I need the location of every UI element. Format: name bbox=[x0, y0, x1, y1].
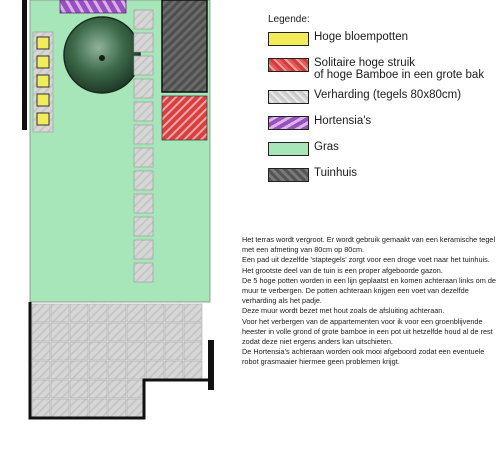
description-paragraph: Het grootste deel van de tuin is een proper afgeboorde gazon. bbox=[242, 265, 443, 275]
terrace-tile bbox=[32, 399, 50, 417]
garden-shed bbox=[162, 0, 207, 92]
terrace-tile bbox=[70, 361, 88, 379]
terrace-tile bbox=[70, 323, 88, 341]
stepping-stone bbox=[134, 171, 153, 190]
legend-item-shed bbox=[268, 167, 498, 193]
description-paragraph: Deze muur wordt bezet met hout zoals de afsluiting achteraan. bbox=[242, 306, 445, 316]
terrace-tile bbox=[32, 361, 50, 379]
description-paragraph: Het terras wordt vergroot. Er wordt gebruik gemaakt van een keramische tegel met een afmeting van 80cm op 80cm. bbox=[242, 235, 496, 255]
stepping-stone bbox=[134, 79, 153, 98]
terrace-tile bbox=[108, 380, 126, 398]
tree-trunk-dot bbox=[99, 55, 105, 61]
legend-swatch-pot bbox=[268, 32, 309, 46]
stepping-stone bbox=[134, 263, 153, 282]
terrace-tile bbox=[127, 380, 145, 398]
terrace-tile bbox=[70, 380, 88, 398]
terrace-tile bbox=[108, 342, 126, 360]
terrace-tile bbox=[146, 361, 164, 379]
terrace-tile bbox=[108, 323, 126, 341]
flower-pot bbox=[37, 56, 49, 68]
terrace-tile bbox=[32, 380, 50, 398]
terrace-tile bbox=[70, 399, 88, 417]
legend-label: Tuinhuis bbox=[314, 167, 358, 179]
description-text bbox=[242, 235, 500, 368]
terrace-tile bbox=[51, 342, 69, 360]
legend-label: Hortensia's bbox=[314, 115, 372, 127]
terrace-tile bbox=[51, 399, 69, 417]
terrace-tile bbox=[108, 399, 126, 417]
legend bbox=[268, 14, 498, 193]
flower-pot bbox=[37, 75, 49, 87]
garden-plan bbox=[0, 0, 222, 455]
left-wall bbox=[22, 0, 27, 130]
flower-pot bbox=[37, 94, 49, 106]
flower-pots bbox=[33, 32, 53, 132]
terrace-tile bbox=[89, 342, 107, 360]
legend-label: Verharding (tegels 80x80cm) bbox=[314, 89, 462, 101]
terrace-tile bbox=[184, 361, 202, 379]
shrub-planter bbox=[162, 96, 207, 140]
legend-item-pot bbox=[268, 31, 498, 57]
terrace-tile bbox=[146, 342, 164, 360]
terrace-tile bbox=[32, 304, 50, 322]
legend-swatch-hortensia bbox=[268, 116, 309, 130]
legend-item-hortensia bbox=[268, 115, 498, 141]
terrace-tile bbox=[127, 361, 145, 379]
legend-item-grass bbox=[268, 141, 498, 167]
stepping-stone bbox=[134, 148, 153, 167]
terrace-tile bbox=[51, 361, 69, 379]
stepping-stone bbox=[134, 240, 153, 259]
right-wall bbox=[208, 340, 214, 390]
description-paragraph: Voor het verbergen van de appartementen voor ik voor een groenblijvende heester in volle grond of grote bamboe in een pot uit hetzelfde houd al de rest zodat deze niet ergens anders kan uitschieten. bbox=[242, 316, 493, 347]
legend-swatch-shed bbox=[268, 168, 309, 182]
terrace-tile bbox=[165, 304, 183, 322]
terrace-tile bbox=[32, 342, 50, 360]
stepping-stone bbox=[134, 102, 153, 121]
description-paragraph: De 5 hoge potten worden in een lijn geplaatst en komen achteraan links om de muur te verbergen. De potten achteraan krijgen een voet van dezelfde verharding als het padje. bbox=[242, 275, 496, 306]
legend-swatch-shrub bbox=[268, 58, 309, 72]
terrace-tile bbox=[165, 323, 183, 341]
flower-pot bbox=[37, 37, 49, 49]
terrace-tile bbox=[184, 342, 202, 360]
terrace-tile bbox=[165, 342, 183, 360]
terrace-tile bbox=[89, 323, 107, 341]
terrace-tile bbox=[89, 380, 107, 398]
terrace-tile bbox=[51, 380, 69, 398]
hortensia-bed bbox=[60, 0, 126, 13]
legend-swatch-paving bbox=[268, 90, 309, 104]
stepping-stone bbox=[134, 56, 153, 75]
terrace-tile bbox=[89, 304, 107, 322]
terrace-tile bbox=[51, 304, 69, 322]
stepping-stone bbox=[134, 10, 153, 29]
terrace-tile bbox=[108, 304, 126, 322]
terrace-tile bbox=[146, 304, 164, 322]
terrace-tile bbox=[184, 304, 202, 322]
legend-item-shrub bbox=[268, 57, 498, 89]
terrace-tile bbox=[89, 399, 107, 417]
terrace-tile bbox=[127, 323, 145, 341]
legend-label: Solitaire hoge struik of hoge Bamboe in een grote bak bbox=[314, 57, 485, 81]
legend-swatch-grass bbox=[268, 142, 309, 156]
flower-pot bbox=[37, 113, 49, 125]
terrace-tile bbox=[127, 342, 145, 360]
terrace-tile bbox=[146, 323, 164, 341]
terrace-tile bbox=[184, 323, 202, 341]
description-paragraph: Een pad uit dezelfde 'staptegels' zorgt voor een droge voet naar het tuinhuis. bbox=[242, 255, 490, 265]
terrace bbox=[30, 302, 210, 418]
terrace-tile bbox=[32, 323, 50, 341]
terrace-tile bbox=[127, 399, 145, 417]
legend-label: Hoge bloempotten bbox=[314, 31, 408, 43]
terrace-tile bbox=[70, 342, 88, 360]
terrace-tile bbox=[89, 361, 107, 379]
terrace-tile bbox=[108, 361, 126, 379]
legend-label: Gras bbox=[314, 141, 339, 153]
legend-item-paving bbox=[268, 89, 498, 115]
terrace-tile bbox=[165, 361, 183, 379]
terrace-tile bbox=[51, 323, 69, 341]
description-paragraph: De Hortensia's achteraan worden ook mooi afgeboord zodat een eventuele robot grasmaaier hiermee geen problemen krijgt. bbox=[242, 347, 485, 367]
stepping-stone bbox=[134, 217, 153, 236]
terrace-tile bbox=[127, 304, 145, 322]
stepping-stone bbox=[134, 194, 153, 213]
stepping-stone bbox=[134, 33, 153, 52]
legend-title: Legende: bbox=[268, 14, 310, 25]
stepping-stone bbox=[134, 125, 153, 144]
terrace-tile bbox=[70, 304, 88, 322]
